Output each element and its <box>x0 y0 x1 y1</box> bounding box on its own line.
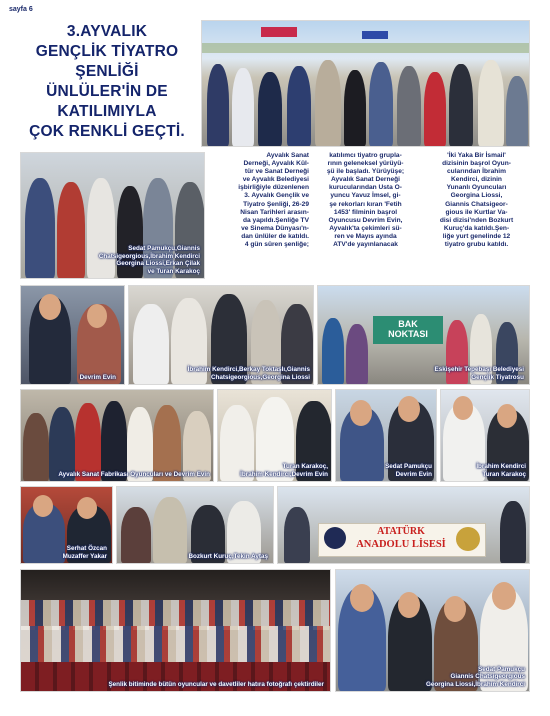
group-photo-celebrities <box>20 152 205 279</box>
caption-kendirci-group <box>130 366 310 381</box>
photo-kendirci-group <box>128 285 314 385</box>
photo-pamukcu-evin <box>335 389 437 482</box>
photo-karakoc-kendirci-evin <box>217 389 332 482</box>
article-line: kurucularından Usta O- <box>329 184 402 192</box>
caption-celebrities <box>22 245 200 275</box>
article-line: Kuruç'da katıldı.Şen- <box>443 224 510 232</box>
article-line: Ayvalık Sanat <box>266 152 309 159</box>
caption-line: Sedat Pamukçu <box>385 463 432 471</box>
caption-devrim-evin <box>80 374 116 381</box>
banner-line: BAK <box>398 319 418 329</box>
headline-line: ŞENLİĞİ <box>75 63 139 80</box>
caption-line: Georgina Liossi,İbrahim Kendirci <box>425 680 525 688</box>
article-line: 4 gün süren şenliğe; <box>244 241 309 249</box>
article-line: yuncu Yavuz İmsel, gi- <box>330 192 401 200</box>
caption-line: Giannis Chatsigeorgious <box>450 673 525 681</box>
headline-line: GENÇLİK TİYATRO <box>35 43 179 60</box>
article-line: Georgina Liossi, <box>450 192 503 200</box>
caption-line: Chatsigeorgious,Georgina Liossi <box>210 373 310 381</box>
article-line: ve Sinema Dünyası'n- <box>241 224 309 232</box>
article-line: 3. Ayvalık Gençlik ve <box>244 192 309 200</box>
caption-line: ve Turan Karakoç <box>147 267 200 275</box>
caption-line: Devrim Evin <box>395 470 432 478</box>
caption-line: Turan Karakoç, <box>282 463 328 471</box>
caption-line: Sedat Pamukçu,Giannis <box>128 245 200 253</box>
article-line: katılımcı tiyatro grupla- <box>329 152 402 159</box>
caption-eskisehir <box>435 366 525 381</box>
photo-kendirci-karakoc <box>440 389 530 482</box>
caption-line: Ayvalık Sanat Fabrikası Oyuncuları ve Devrim Evin <box>58 470 210 478</box>
article-line: Oyuncusu Devrim Evin, <box>328 216 403 224</box>
article-line: ren ve Mayıs ayında <box>334 232 397 240</box>
caption-line: İbrahim Kendirci,Devrim Evin <box>240 470 328 478</box>
article-line: Ayvalık'ta çekimleri sü- <box>329 224 402 232</box>
caption-line: Georgina Liossi,Erkan Çilak <box>116 260 200 268</box>
photo-devrim-evin <box>20 285 125 385</box>
article-line: rının geleneksel yürüyü- <box>327 160 404 168</box>
article-line: tür ve Sanat Derneği <box>244 168 309 176</box>
caption-line: Serhat Özcan <box>66 545 107 553</box>
banner-line: NOKTASI <box>388 329 428 339</box>
caption-line: Eskişehir Tepebaşı Belediyesi <box>434 366 524 374</box>
article-line: Ayvalık Sanat Derneği <box>330 176 401 184</box>
article-line: da yapıldı.Şenliğe TV <box>243 216 309 224</box>
article-line: tiyatro grubu katıldı. <box>444 241 509 249</box>
article-column-2 <box>312 152 419 249</box>
caption-line: Sedat Pamukçu <box>478 665 525 673</box>
caption-line: Muzaffer Yakar <box>62 552 107 560</box>
article-line: ve Ayvalık Belediyesi <box>242 176 309 184</box>
caption-line: Şenlik bitiminde bütün oyuncular ve davetliler hatıra fotoğrafı çektirdiler <box>108 680 324 688</box>
photo-ozcan-yakar <box>20 486 113 564</box>
photo-kuruc-aytas <box>116 486 274 564</box>
caption-line: Turan Karakoç <box>482 470 526 478</box>
noktasi-banner <box>376 319 440 339</box>
school-banner <box>348 526 454 551</box>
caption-line: İbrahim Kendirci <box>476 463 526 471</box>
caption-line: Gençlik Tiyatrosu <box>471 373 524 381</box>
photo-ataturk-lisesi <box>277 486 530 564</box>
caption-line: Bozkurt Kuruç,Tekin Aytaş <box>188 552 268 560</box>
article-column-1 <box>209 152 309 249</box>
article-line: disi dizisi'nden Bozkurt <box>439 216 514 224</box>
article-line: cularından İbrahim <box>447 168 506 176</box>
article-column-3 <box>423 152 530 249</box>
page-number: sayfa 6 <box>9 6 33 13</box>
article-line: Giannis Chatsigeor- <box>445 200 508 208</box>
article-line: Tiyatro Şenliği, 26-29 <box>243 200 309 208</box>
photo-pamukcu-giannis-georgina-kendirci <box>335 569 530 692</box>
caption-line: İbrahim Kendirci,Berkay Toktaşlı,Giannis <box>187 366 310 374</box>
headline-line: KATILIMIYLA <box>57 103 157 120</box>
article-line: Nisan Tarihleri arasın- <box>240 208 309 216</box>
caption-sanat-fabrikasi <box>20 471 210 478</box>
parade-photo <box>201 20 530 147</box>
headline-line: 3.AYVALIK <box>66 23 148 40</box>
article-line: liğe yurt genelinde 12 <box>442 232 511 240</box>
photo-eskisehir-theatre <box>317 285 530 385</box>
caption-group-memorial <box>24 681 324 688</box>
article-line: Derneği, Ayvalık Kül- <box>243 160 309 168</box>
caption-ozcan-yakar <box>63 545 107 560</box>
article-line: işbirliğiyle düzenlenen <box>238 184 309 192</box>
caption-kuruc-aytas <box>118 553 268 560</box>
article-line: dizisinin başrol Oyun- <box>442 160 511 168</box>
caption-kendirci-karakoc <box>476 463 526 478</box>
article-line: dan ünlüler de katıldı. <box>241 232 309 240</box>
caption-pamukcu-evin <box>385 463 432 478</box>
caption-line: Chatsigeorgious,İbrahim Kendirci <box>98 252 200 260</box>
caption-line: Devrim Evin <box>79 373 116 381</box>
headline <box>14 22 200 142</box>
article-line: Yunanlı Oyuncuları <box>446 184 507 192</box>
article-line: 'İki Yaka Bir İsmail' <box>447 152 506 159</box>
banner-line: ATATÜRK <box>377 526 425 537</box>
caption-pamukcu-giannis-georgina-kendirci <box>339 666 525 688</box>
article-line: şü ile başladı. Yürüyüşe; <box>326 168 405 176</box>
article-line: gious ile Kurtlar Va- <box>445 208 508 216</box>
article-line: ATV'de yayınlanacak <box>333 241 398 249</box>
banner-line: ANADOLU LİSESİ <box>356 539 446 550</box>
headline-line: ÜNLÜLER'İN DE <box>46 83 168 100</box>
article-line: Kendirci, dizinin <box>451 176 502 184</box>
photo-group-memorial <box>20 569 331 692</box>
article-line: şe rekorları kıran 'Fetih <box>329 200 402 208</box>
article-line: 1453' filminin başrol <box>333 208 398 216</box>
photo-sanat-fabrikasi <box>20 389 214 482</box>
headline-line: ÇOK RENKLİ GEÇTİ. <box>29 123 185 140</box>
caption-karakoc-kendirci-evin <box>218 463 328 478</box>
